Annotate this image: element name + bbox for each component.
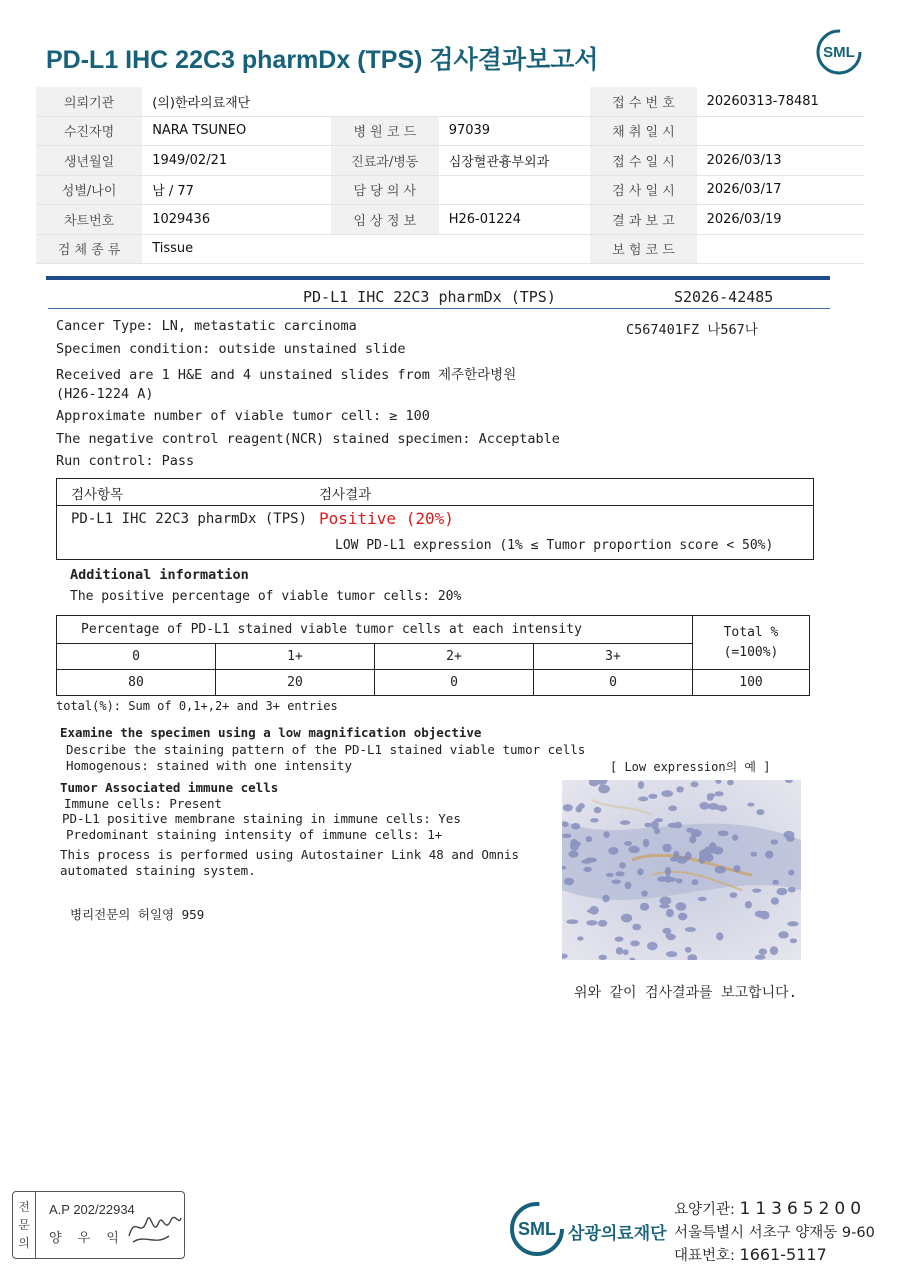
info-label: 검 체 종 류: [36, 234, 142, 264]
info-value: [697, 234, 864, 264]
org-name: 삼광의료재단: [568, 1224, 667, 1244]
info-value: 2026/03/13: [697, 146, 864, 176]
result-item-header: 검사항목: [71, 487, 124, 503]
result-box: [56, 478, 814, 560]
sign-name: 양 우 익: [49, 1231, 125, 1246]
info-value: 남 / 77: [142, 175, 331, 205]
intensity-col: 1+: [216, 644, 375, 670]
immune-line: Predominant staining intensity of immune cells: 1+: [66, 827, 443, 842]
info-row: [36, 205, 864, 235]
total-header: Total % (=100%): [693, 616, 810, 670]
info-label: 담 당 의 사: [331, 175, 439, 205]
report-header: [48, 288, 830, 309]
immune-line: Immune cells: Present: [64, 796, 223, 811]
report-line: (H26-1224 A): [56, 386, 154, 402]
intensity-val: 20: [216, 670, 375, 696]
intensity-table: [56, 615, 810, 696]
org-address: 서울특별시 서초구 양재동 9-60: [674, 1225, 875, 1241]
micrograph-image: [562, 780, 801, 960]
additional-title: Additional information: [70, 567, 249, 583]
immune-line: PD-L1 positive membrane staining in immune cells: Yes: [62, 811, 461, 826]
svg-text:SML: SML: [518, 1219, 556, 1239]
sign-license-no: A.P 202/22934: [49, 1202, 135, 1217]
info-label: 접 수 일 시: [590, 146, 696, 176]
sign-vertical-label: 전 문 의: [13, 1192, 36, 1258]
intensity-header: Percentage of PD-L1 stained viable tumor cells at each intensity: [57, 616, 693, 644]
info-label: 차트번호: [36, 205, 142, 235]
sml-logo-icon: [815, 28, 863, 76]
intensity-val: 0: [534, 670, 693, 696]
info-label: 생년월일: [36, 146, 142, 176]
info-row: [36, 116, 864, 146]
closing-statement: 위와 같이 검사결과를 보고합니다.: [574, 985, 798, 1001]
report-line: Specimen condition: outside unstained slide: [56, 341, 406, 357]
info-value: 20260313-78481: [697, 87, 864, 116]
info-row: [36, 87, 864, 116]
info-label: 진료과/병동: [331, 146, 439, 176]
image-caption: [ Low expression의 예 ]: [610, 760, 771, 774]
info-label: 검 사 일 시: [590, 175, 696, 205]
report-test-name: PD-L1 IHC 22C3 pharmDx (TPS): [303, 288, 556, 306]
info-label: 채 취 일 시: [590, 116, 696, 146]
patient-info-table: [36, 87, 864, 264]
info-value: [439, 87, 591, 116]
examine-title: Examine the specimen using a low magnification objective: [60, 725, 482, 740]
examine-line: Homogenous: stained with one intensity: [66, 758, 352, 773]
report-line: Cancer Type: LN, metastatic carcinoma: [56, 318, 357, 334]
report-line: The negative control reagent(NCR) stained specimen: Acceptable: [56, 431, 560, 447]
pathologist-line: 병리전문의 허일영 959: [70, 907, 205, 922]
info-label: [331, 87, 439, 116]
result-value-header: 검사결과: [319, 487, 372, 503]
info-label: 임 상 정 보: [331, 205, 439, 235]
info-label: 보 험 코 드: [590, 234, 696, 264]
report-line: Run control: Pass: [56, 453, 195, 469]
result-item: PD-L1 IHC 22C3 pharmDx (TPS): [71, 511, 308, 527]
svg-text:SML: SML: [823, 44, 855, 61]
org-code-line: 요양기관: 11365200: [674, 1199, 867, 1219]
info-value: 1949/02/21: [142, 146, 331, 176]
info-label: 병 원 코 드: [331, 116, 439, 146]
signature-box: [12, 1191, 185, 1259]
info-value: 1029436: [142, 205, 331, 235]
info-label: [331, 234, 439, 264]
handwritten-signature: [125, 1206, 183, 1248]
info-value: [697, 116, 864, 146]
info-value: (의)한라의료재단: [142, 87, 331, 116]
examine-line: Describe the staining pattern of the PD-L1 stained viable tumor cells: [66, 742, 586, 757]
total-note: total(%): Sum of 0,1+,2+ and 3+ entries: [56, 699, 338, 713]
info-label: 수진자명: [36, 116, 142, 146]
info-value: NARA TSUNEO: [142, 116, 331, 146]
info-value: [439, 175, 591, 205]
info-value: 2026/03/19: [697, 205, 864, 235]
info-row: [36, 234, 864, 264]
info-value: [439, 234, 591, 264]
info-value: 2026/03/17: [697, 175, 864, 205]
intensity-val: 80: [57, 670, 216, 696]
info-value: Tissue: [142, 234, 331, 264]
immune-title: Tumor Associated immune cells: [60, 780, 279, 795]
report-title: PD-L1 IHC 22C3 pharmDx (TPS) 검사결과보고서: [46, 46, 599, 74]
info-row: [36, 175, 864, 205]
intensity-col: 2+: [375, 644, 534, 670]
additional-line: The positive percentage of viable tumor cells: 20%: [70, 589, 462, 604]
result-note: LOW PD-L1 expression (1% ≤ Tumor proportion score < 50%): [335, 538, 774, 553]
info-value: 97039: [439, 116, 591, 146]
intensity-col: 3+: [534, 644, 693, 670]
intensity-col: 0: [57, 644, 216, 670]
info-row: [36, 146, 864, 176]
process-line: automated staining system.: [60, 863, 256, 878]
info-label: 성별/나이: [36, 175, 142, 205]
intensity-val: 0: [375, 670, 534, 696]
info-value: 심장혈관흉부외과: [439, 146, 591, 176]
info-label: 의뢰기관: [36, 87, 142, 116]
result-positive: Positive (20%): [319, 509, 454, 528]
total-val: 100: [693, 670, 810, 696]
report-line: Received are 1 H&E and 4 unstained slides from 제주한라병원: [56, 367, 517, 383]
sml-footer-logo-icon: [508, 1200, 566, 1258]
section-divider: [46, 276, 830, 280]
specimen-code: C567401FZ 나567나: [626, 322, 758, 338]
report-number: S2026-42485: [674, 288, 774, 306]
report-line: Approximate number of viable tumor cell: ≥ 100: [56, 408, 430, 424]
info-label: 접 수 번 호: [590, 87, 696, 116]
info-value: H26-01224: [439, 205, 591, 235]
process-line: This process is performed using Autostainer Link 48 and Omnis: [60, 847, 520, 862]
org-phone-line: 대표번호: 1661-5117: [674, 1245, 827, 1264]
info-label: 결 과 보 고: [590, 205, 696, 235]
